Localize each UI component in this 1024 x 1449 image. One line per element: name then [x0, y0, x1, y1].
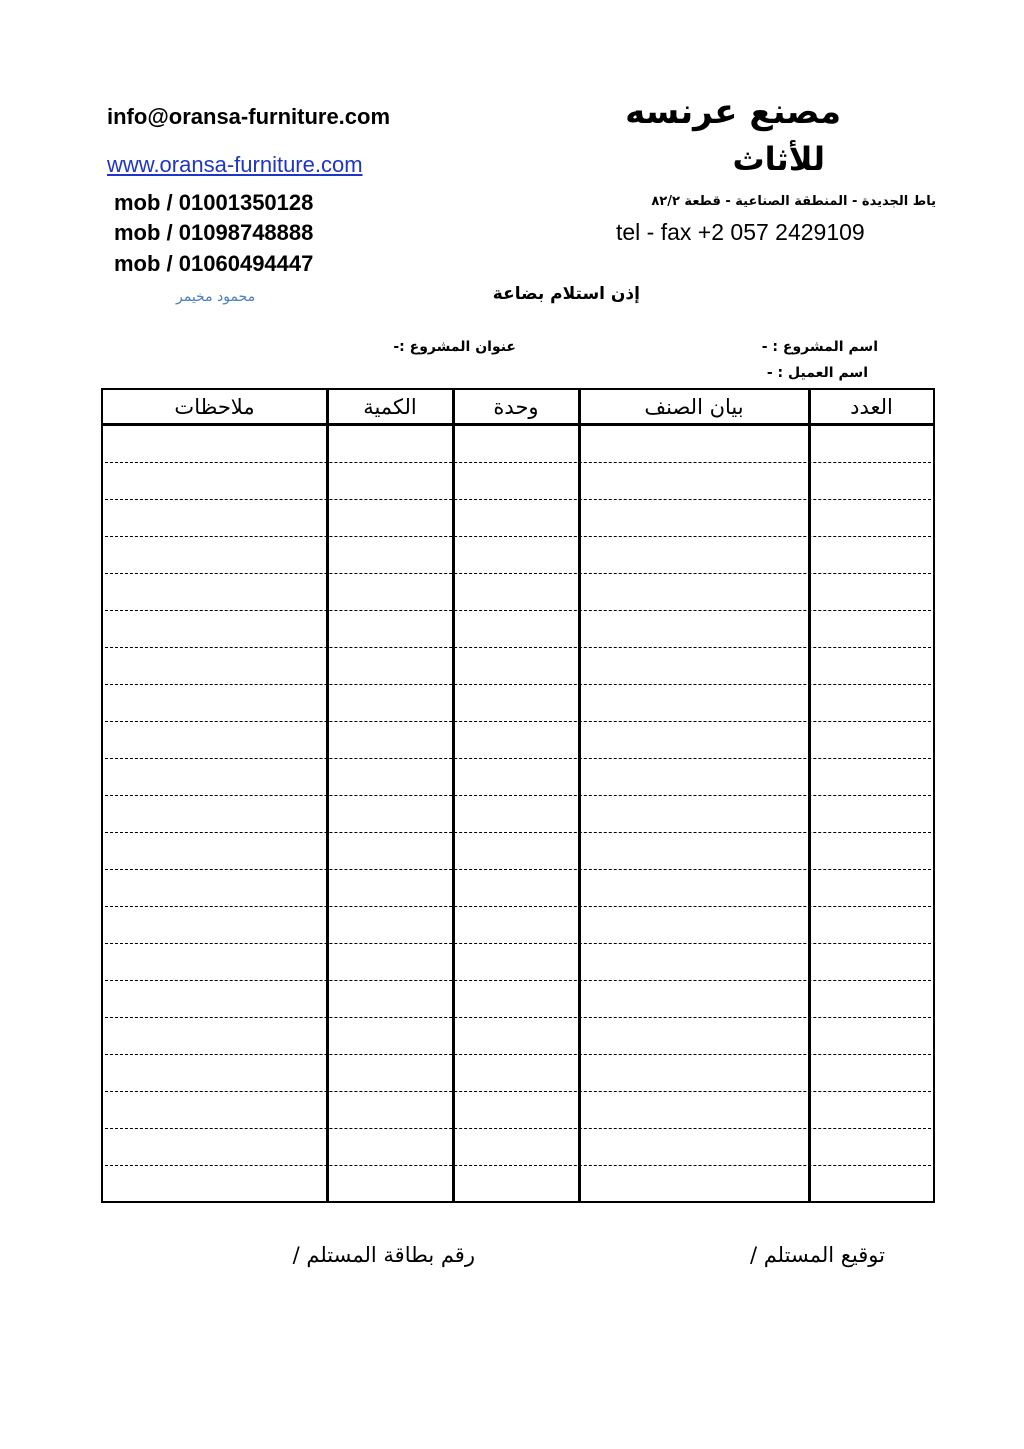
column-header-item-description: بيان الصنف: [644, 395, 744, 419]
receiver-signature-label: توقيع المستلم /: [749, 1243, 885, 1267]
mobile-number-2: mob / 01098748888: [114, 220, 314, 245]
client-name-label: اسم العميل : -: [766, 365, 868, 381]
table-row-separator: [105, 758, 931, 759]
table-row-separator: [105, 1165, 931, 1166]
table-row-separator: [105, 1128, 931, 1129]
receiver-id-card-label: رقم بطاقة المستلم /: [292, 1243, 475, 1267]
table-row-separator: [105, 1091, 931, 1092]
column-header-unit: وحدة: [493, 395, 539, 419]
project-address-label: عنوان المشروع :-: [393, 339, 516, 355]
column-header-quantity: الكمية: [363, 395, 417, 419]
factory-name: مصنع عرنسه: [625, 92, 841, 132]
table-row-separator: [105, 1054, 931, 1055]
company-email[interactable]: info@oransa-furniture.com: [107, 104, 391, 129]
table-row-separator: [105, 536, 931, 537]
table-row-separator: [105, 906, 931, 907]
column-header-count: العدد: [850, 395, 893, 419]
document-title: إذن استلام بضاعة: [492, 284, 640, 304]
table-row-separator: [105, 869, 931, 870]
table-row-separator: [105, 721, 931, 722]
mobile-number-1: mob / 01001350128: [114, 190, 314, 215]
project-name-label: اسم المشروع : -: [761, 339, 878, 355]
table-row-separator: [105, 462, 931, 463]
company-website-link[interactable]: www.oransa-furniture.com: [107, 152, 363, 177]
factory-address: ياط الجديدة - المنطقة الصناعية - قطعة ٨٢/٢: [651, 194, 936, 209]
table-row-separator: [105, 573, 931, 574]
table-row-separator: [105, 499, 931, 500]
column-header-notes: ملاحظات: [174, 395, 255, 419]
table-row-separator: [105, 610, 931, 611]
agent-name: محمود مخيمر: [176, 289, 256, 305]
table-row-separator: [105, 647, 931, 648]
table-row-separator: [105, 1017, 931, 1018]
tel-fax: tel - fax +2 057 2429109: [616, 219, 865, 245]
goods-table: [101, 388, 935, 1203]
table-row-separator: [105, 943, 931, 944]
table-row-separator: [105, 832, 931, 833]
factory-subtitle: للأثاث: [732, 140, 825, 178]
table-row-separator: [105, 795, 931, 796]
mobile-number-3: mob / 01060494447: [114, 251, 314, 276]
table-row-separator: [105, 980, 931, 981]
table-row-separator: [105, 684, 931, 685]
